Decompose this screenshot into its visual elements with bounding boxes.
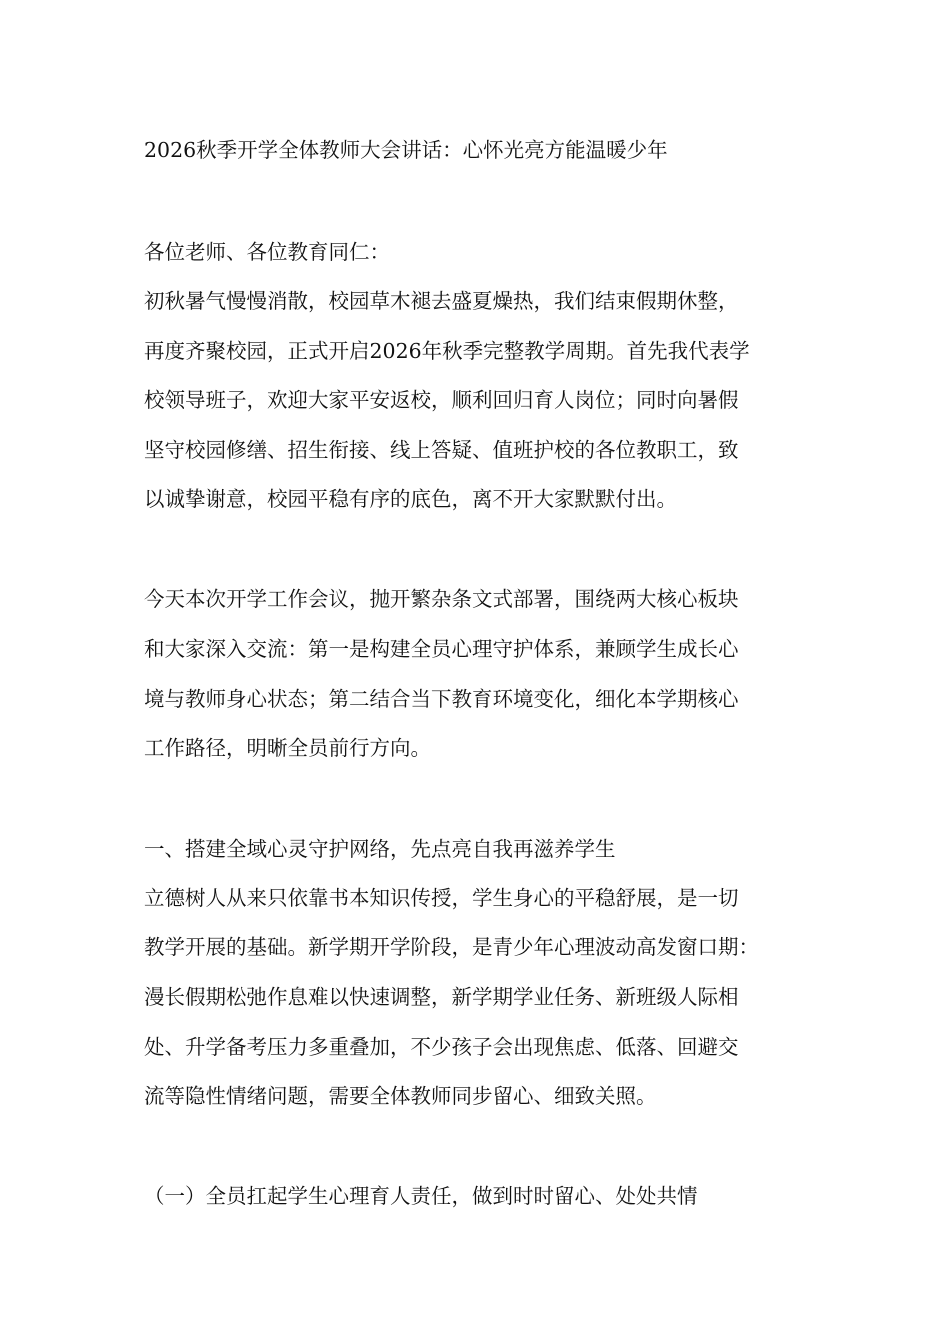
section-1-line-4: 处、升学备考压力多重叠加，不少孩子会出现焦虑、低落、回避交: [144, 1035, 739, 1059]
paragraph-1-line-4: 坚守校园修缮、招生衔接、线上答疑、值班护校的各位教职工，致: [144, 438, 739, 462]
paragraph-1-line-1: 初秋暑气慢慢消散，校园草木褪去盛夏燥热，我们结束假期休整，: [144, 289, 739, 313]
paragraph-2-line-3: 境与教师身心状态；第二结合当下教育环境变化，细化本学期核心: [144, 687, 739, 711]
paragraph-2-line-1: 今天本次开学工作会议，抛开繁杂条文式部署，围绕两大核心板块: [144, 587, 739, 611]
salutation: 各位老师、各位教育同仁：: [144, 240, 390, 264]
paragraph-1-line-3: 校领导班子，欢迎大家平安返校，顺利回归育人岗位；同时向暑假: [144, 388, 739, 412]
paragraph-1-line-5: 以诚挚谢意，校园平稳有序的底色，离不开大家默默付出。: [144, 487, 677, 511]
paragraph-2-line-2: 和大家深入交流：第一是构建全员心理守护体系，兼顾学生成长心: [144, 637, 739, 661]
document-title: 2026秋季开学全体教师大会讲话：心怀光亮方能温暖少年: [144, 138, 668, 162]
section-1-line-2: 教学开展的基础。新学期开学阶段，是青少年心理波动高发窗口期：: [144, 935, 759, 959]
section-1-heading: 一、搭建全域心灵守护网络，先点亮自我再滋养学生: [144, 837, 616, 861]
subsection-1-heading: （一）全员扛起学生心理育人责任，做到时时留心、处处共情: [144, 1184, 698, 1208]
section-1-line-3: 漫长假期松弛作息难以快速调整，新学期学业任务、新班级人际相: [144, 985, 739, 1009]
section-1-line-1: 立德树人从来只依靠书本知识传授，学生身心的平稳舒展，是一切: [144, 886, 739, 910]
paragraph-2-line-4: 工作路径，明晰全员前行方向。: [144, 736, 431, 760]
section-1-line-5: 流等隐性情绪问题，需要全体教师同步留心、细致关照。: [144, 1084, 657, 1108]
paragraph-1-line-2: 再度齐聚校园，正式开启2026年秋季完整教学周期。首先我代表学: [144, 339, 750, 363]
